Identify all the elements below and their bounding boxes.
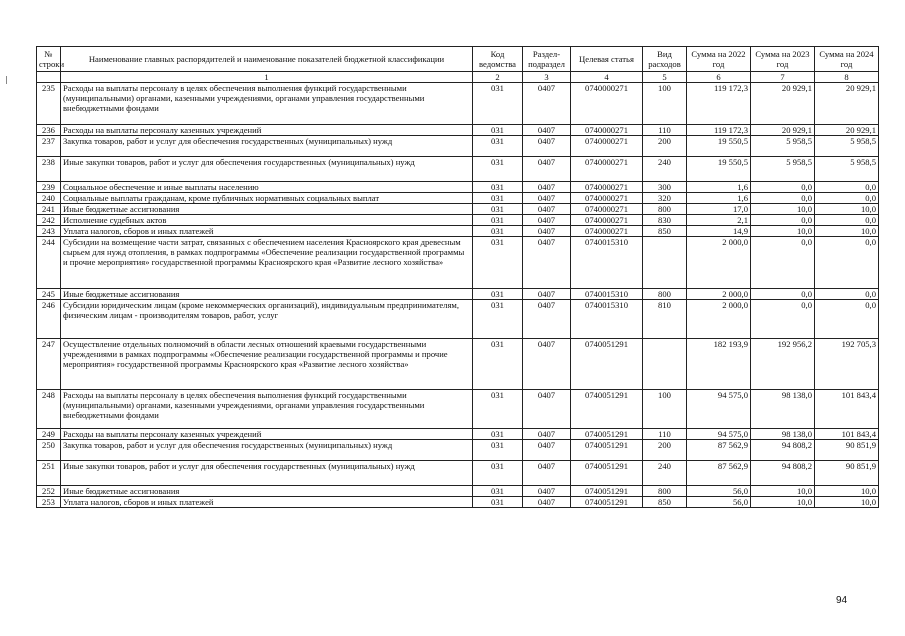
cell-department-code: 031 [473,193,523,204]
cell-row-number: 250 [37,440,61,461]
cell-expense-type: 800 [643,289,687,300]
cell-sum-2023: 94 808,2 [751,461,815,486]
cell-sum-2022: 56,0 [687,497,751,508]
table-row [37,226,879,237]
table-row [37,125,879,136]
cell-sum-2024: 10,0 [815,486,879,497]
cell-name: Социальные выплаты гражданам, кроме публичных нормативных социальных выплат [61,193,473,204]
table-row [37,157,879,182]
cell-section: 0407 [523,486,571,497]
cell-name: Социальное обеспечение и иные выплаты населению [61,182,473,193]
cell-sum-2024: 10,0 [815,497,879,508]
cell-sum-2022: 1,6 [687,193,751,204]
cell-sum-2022: 94 575,0 [687,429,751,440]
cell-sum-2024: 10,0 [815,204,879,215]
cell-section: 0407 [523,390,571,429]
cell-name: Закупка товаров, работ и услуг для обеспечения государственных (муниципальных) нужд [61,136,473,157]
cell-row-number: 236 [37,125,61,136]
cell-department-code: 031 [473,204,523,215]
cell-sum-2023: 0,0 [751,237,815,289]
column-number: 6 [687,72,751,83]
cell-expense-type: 200 [643,440,687,461]
cell-sum-2022: 56,0 [687,486,751,497]
page-number: 94 [836,595,848,606]
cell-row-number: 243 [37,226,61,237]
cell-name: Расходы на выплаты персоналу в целях обеспечения выполнения функций государственными (муниципальными) органами, казенными учреждениями, органами управления государственными внебюджетными фондами [61,83,473,125]
cell-department-code: 031 [473,461,523,486]
budget-table-sheet [36,46,878,508]
cell-expense-type: 110 [643,125,687,136]
cell-department-code: 031 [473,339,523,390]
table-row [37,300,879,339]
budget-table [36,46,879,508]
cell-target-article: 0740051291 [571,440,643,461]
cell-sum-2024: 101 843,4 [815,429,879,440]
cell-sum-2022: 119 172,3 [687,83,751,125]
cell-row-number: 248 [37,390,61,429]
cell-sum-2023: 10,0 [751,497,815,508]
header-row [37,47,879,72]
header-row-number: № строки [37,47,61,72]
column-number: 1 [61,72,473,83]
cell-expense-type: 100 [643,83,687,125]
cell-target-article: 0740000271 [571,193,643,204]
cell-name: Осуществление отдельных полномочий в области лесных отношений краевыми государственными учреждениями в рамках подпрограммы «Обеспечение реализации государственной программы и прочие мероприятия» государственной программы Красноярского края «Развитие лесного хозяйства» [61,339,473,390]
table-row [37,497,879,508]
cell-sum-2022: 2 000,0 [687,237,751,289]
cell-row-number: 239 [37,182,61,193]
cell-name: Закупка товаров, работ и услуг для обеспечения государственных (муниципальных) нужд [61,440,473,461]
cell-department-code: 031 [473,429,523,440]
cell-department-code: 031 [473,182,523,193]
cell-sum-2024: 192 705,3 [815,339,879,390]
column-number: 8 [815,72,879,83]
cell-section: 0407 [523,182,571,193]
cell-department-code: 031 [473,390,523,429]
cell-target-article: 0740051291 [571,339,643,390]
cell-name: Субсидии на возмещение части затрат, связанных с обеспечением населения Красноярского края древесным сырьем для нужд отопления, в рамках подпрограммы «Обеспечение реализации государственной программы и прочие мероприятия» государственной программы Красноярского края «Развитие лесного хозяйства» [61,237,473,289]
cell-sum-2022: 2,1 [687,215,751,226]
cell-section: 0407 [523,215,571,226]
cell-target-article: 0740000271 [571,83,643,125]
cell-sum-2024: 90 851,9 [815,461,879,486]
cell-row-number: 237 [37,136,61,157]
cell-sum-2024: 101 843,4 [815,390,879,429]
cell-sum-2022: 94 575,0 [687,390,751,429]
cell-target-article: 0740000271 [571,136,643,157]
cell-department-code: 031 [473,136,523,157]
cell-target-article: 0740051291 [571,429,643,440]
table-row [37,440,879,461]
cell-sum-2022: 14,9 [687,226,751,237]
cell-section: 0407 [523,83,571,125]
cell-name: Расходы на выплаты персоналу казенных учреждений [61,125,473,136]
cell-name: Расходы на выплаты персоналу в целях обеспечения выполнения функций государственными (муниципальными) органами, казенными учреждениями, органами управления государственными внебюджетными фондами [61,390,473,429]
cell-sum-2023: 98 138,0 [751,429,815,440]
table-row [37,83,879,125]
table-row [37,215,879,226]
column-number: 3 [523,72,571,83]
cell-section: 0407 [523,204,571,215]
cell-expense-type: 320 [643,193,687,204]
cell-sum-2022: 119 172,3 [687,125,751,136]
cell-sum-2023: 0,0 [751,289,815,300]
cell-section: 0407 [523,136,571,157]
table-row [37,461,879,486]
cell-sum-2022: 2 000,0 [687,300,751,339]
header-sum-2022: Сумма на 2022 год [687,47,751,72]
header-sum-2024: Сумма на 2024 год [815,47,879,72]
cell-target-article: 0740051291 [571,390,643,429]
cell-section: 0407 [523,237,571,289]
cell-row-number: 235 [37,83,61,125]
cell-row-number: 246 [37,300,61,339]
cell-sum-2023: 10,0 [751,226,815,237]
cell-sum-2022: 1,6 [687,182,751,193]
header-expense-type: Вид расходов [643,47,687,72]
cell-sum-2022: 2 000,0 [687,289,751,300]
cell-sum-2023: 10,0 [751,486,815,497]
cell-department-code: 031 [473,497,523,508]
table-row [37,339,879,390]
cell-expense-type: 300 [643,182,687,193]
cell-name: Иные закупки товаров, работ и услуг для обеспечения государственных (муниципальных) нужд [61,461,473,486]
cell-target-article: 0740000271 [571,204,643,215]
cell-target-article: 0740000271 [571,125,643,136]
cell-expense-type: 240 [643,157,687,182]
cell-row-number: 252 [37,486,61,497]
cell-sum-2023: 20 929,1 [751,125,815,136]
cell-department-code: 031 [473,226,523,237]
cell-name: Иные бюджетные ассигнования [61,204,473,215]
cell-expense-type: 830 [643,215,687,226]
cell-sum-2023: 94 808,2 [751,440,815,461]
cell-sum-2024: 5 958,5 [815,136,879,157]
cell-row-number: 245 [37,289,61,300]
cell-name: Иные бюджетные ассигнования [61,486,473,497]
cell-sum-2023: 192 956,2 [751,339,815,390]
cell-sum-2023: 5 958,5 [751,136,815,157]
cell-sum-2024: 20 929,1 [815,125,879,136]
cell-department-code: 031 [473,300,523,339]
table-row [37,429,879,440]
cell-sum-2023: 5 958,5 [751,157,815,182]
cell-row-number: 249 [37,429,61,440]
cell-target-article: 0740015310 [571,237,643,289]
cell-sum-2023: 10,0 [751,204,815,215]
cell-target-article: 0740000271 [571,182,643,193]
column-number [37,72,61,83]
cell-row-number: 241 [37,204,61,215]
cell-sum-2024: 5 958,5 [815,157,879,182]
table-row [37,204,879,215]
cell-sum-2023: 0,0 [751,182,815,193]
cell-section: 0407 [523,289,571,300]
cell-name: Уплата налогов, сборов и иных платежей [61,497,473,508]
table-row [37,193,879,204]
cell-expense-type: 850 [643,497,687,508]
cell-name: Иные бюджетные ассигнования [61,289,473,300]
cell-sum-2022: 17,0 [687,204,751,215]
cell-target-article: 0740000271 [571,215,643,226]
cell-name: Иные закупки товаров, работ и услуг для обеспечения государственных (муниципальных) нужд [61,157,473,182]
cell-sum-2023: 0,0 [751,215,815,226]
column-number: 5 [643,72,687,83]
table-row [37,289,879,300]
cell-sum-2023: 0,0 [751,300,815,339]
cell-expense-type: 850 [643,226,687,237]
table-row [37,182,879,193]
table-row [37,136,879,157]
header-target-article: Целевая статья [571,47,643,72]
cell-name: Уплата налогов, сборов и иных платежей [61,226,473,237]
cell-department-code: 031 [473,125,523,136]
cell-name: Расходы на выплаты персоналу казенных учреждений [61,429,473,440]
cell-expense-type [643,339,687,390]
cell-section: 0407 [523,497,571,508]
cell-row-number: 251 [37,461,61,486]
cell-section: 0407 [523,300,571,339]
cell-expense-type: 110 [643,429,687,440]
cell-expense-type [643,237,687,289]
cell-section: 0407 [523,125,571,136]
cell-sum-2024: 0,0 [815,182,879,193]
cell-section: 0407 [523,193,571,204]
cell-sum-2022: 19 550,5 [687,136,751,157]
header-name: Наименование главных распорядителей и наименование показателей бюджетной классификации [61,47,473,72]
cell-expense-type: 240 [643,461,687,486]
cell-expense-type: 800 [643,486,687,497]
column-number: 4 [571,72,643,83]
cell-sum-2023: 20 929,1 [751,83,815,125]
cell-section: 0407 [523,157,571,182]
cell-section: 0407 [523,440,571,461]
cell-section: 0407 [523,339,571,390]
column-number-row [37,72,879,83]
table-row [37,486,879,497]
cell-target-article: 0740015310 [571,300,643,339]
cell-department-code: 031 [473,440,523,461]
cell-department-code: 031 [473,215,523,226]
cell-department-code: 031 [473,157,523,182]
cell-sum-2022: 182 193,9 [687,339,751,390]
cell-row-number: 253 [37,497,61,508]
cell-sum-2024: 10,0 [815,226,879,237]
header-sum-2023: Сумма на 2023 год [751,47,815,72]
table-row [37,390,879,429]
cell-expense-type: 100 [643,390,687,429]
cell-section: 0407 [523,429,571,440]
cell-sum-2023: 98 138,0 [751,390,815,429]
cell-expense-type: 200 [643,136,687,157]
cell-section: 0407 [523,226,571,237]
column-number: 2 [473,72,523,83]
cell-row-number: 244 [37,237,61,289]
cell-target-article: 0740015310 [571,289,643,300]
cell-sum-2024: 0,0 [815,193,879,204]
column-number: 7 [751,72,815,83]
cell-name: Субсидии юридическим лицам (кроме некоммерческих организаций), индивидуальным предпринимателям, физическим лицам - производителям товаров, работ, услуг [61,300,473,339]
cell-department-code: 031 [473,83,523,125]
cell-expense-type: 800 [643,204,687,215]
header-section: Раздел-подраздел [523,47,571,72]
cell-sum-2022: 87 562,9 [687,440,751,461]
cell-sum-2024: 20 929,1 [815,83,879,125]
cell-target-article: 0740000271 [571,157,643,182]
cell-target-article: 0740051291 [571,486,643,497]
cell-sum-2022: 87 562,9 [687,461,751,486]
cell-row-number: 238 [37,157,61,182]
cell-sum-2023: 0,0 [751,193,815,204]
cell-sum-2024: 90 851,9 [815,440,879,461]
cell-name: Исполнение судебных актов [61,215,473,226]
scan-artifact [6,76,7,84]
cell-sum-2024: 0,0 [815,300,879,339]
cell-sum-2024: 0,0 [815,237,879,289]
cell-row-number: 240 [37,193,61,204]
cell-expense-type: 810 [643,300,687,339]
table-row [37,237,879,289]
cell-row-number: 242 [37,215,61,226]
cell-target-article: 0740051291 [571,497,643,508]
cell-department-code: 031 [473,486,523,497]
cell-row-number: 247 [37,339,61,390]
cell-sum-2024: 0,0 [815,215,879,226]
cell-sum-2022: 19 550,5 [687,157,751,182]
cell-section: 0407 [523,461,571,486]
cell-target-article: 0740051291 [571,461,643,486]
cell-target-article: 0740000271 [571,226,643,237]
header-department-code: Код ведомства [473,47,523,72]
cell-sum-2024: 0,0 [815,289,879,300]
cell-department-code: 031 [473,237,523,289]
cell-department-code: 031 [473,289,523,300]
